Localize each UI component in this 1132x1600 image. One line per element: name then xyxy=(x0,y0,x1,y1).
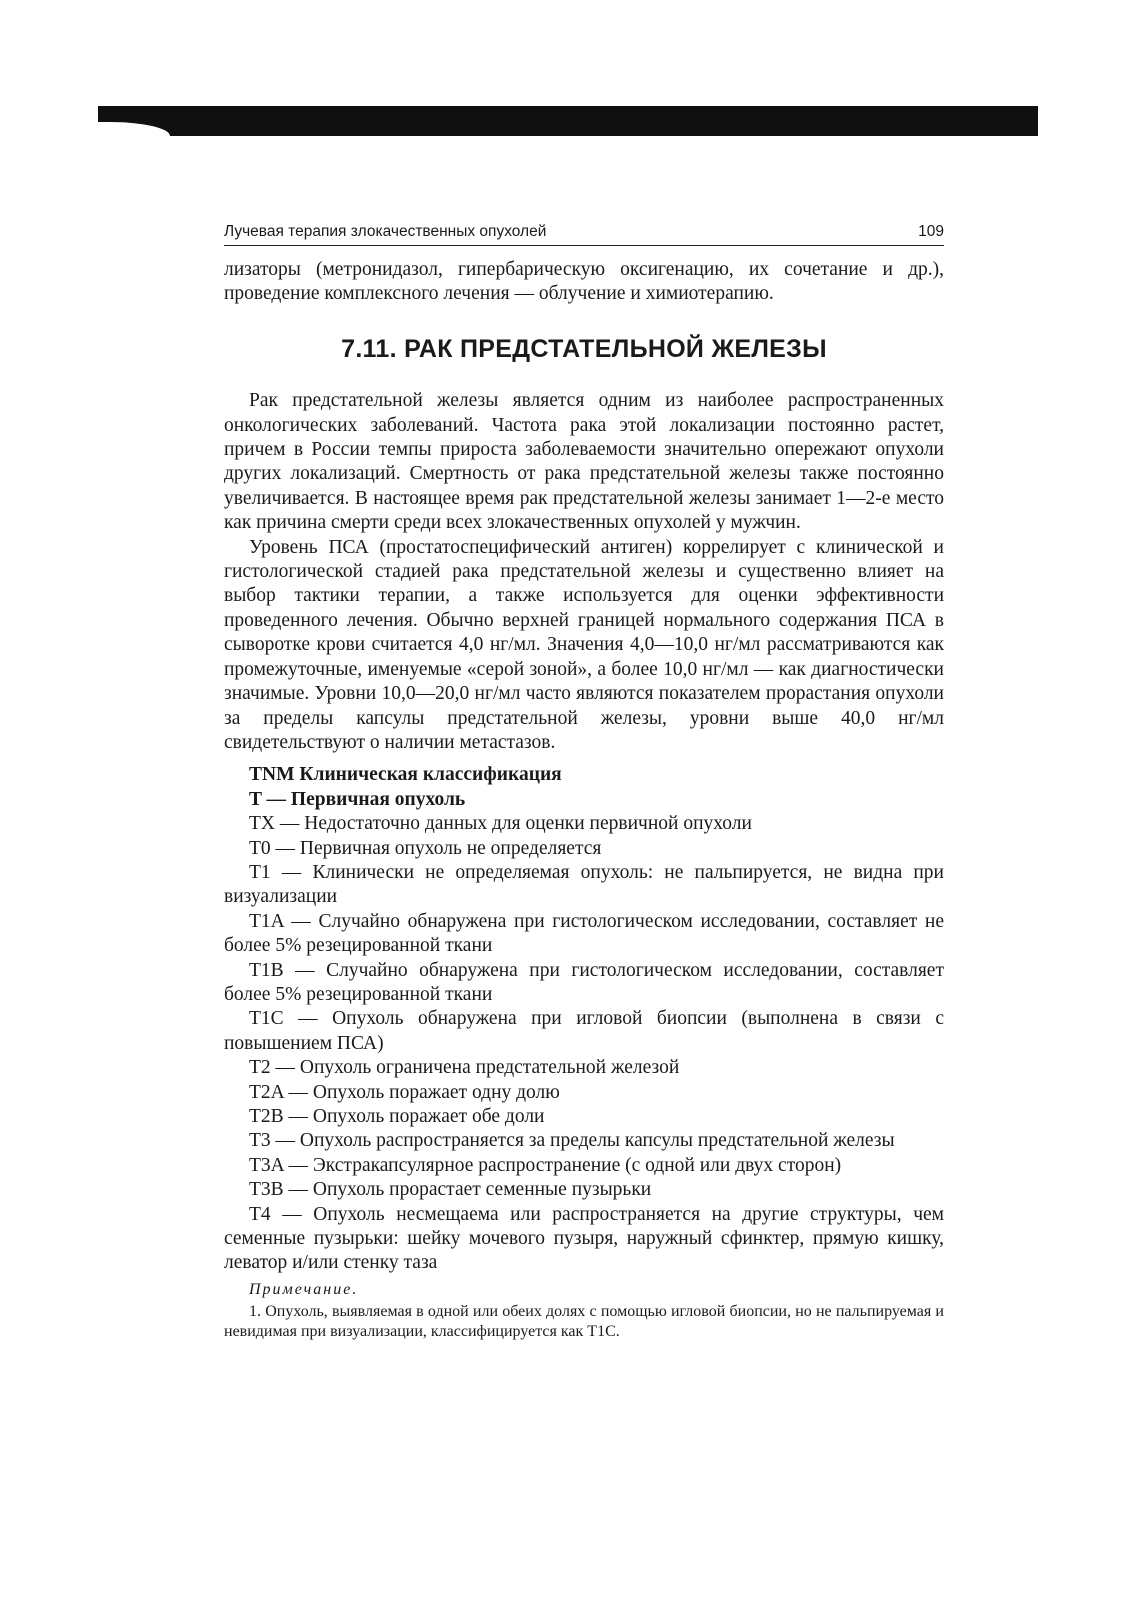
classification-list xyxy=(224,812,944,1276)
classification-title: TNM Клиническая классификация xyxy=(249,764,562,786)
note-title: Примечание. xyxy=(249,1280,359,1298)
lead-paragraph: лизаторы (метронидазол, гипербарическую оксигенацию, их сочетание и др.), проведение комплексного лечения — облучение и химиотерапию. xyxy=(224,259,944,305)
body-paragraph-2: Уровень ПСА (простатоспецифический антиген) коррелирует с клинической и гистологической стадией рака предстательной железы и существенно влияет на выбор тактики терапии, а также используется для оценки эффективности проведенного лечения. Обычно верхней границей нормального содержания ПСА в сыворотке крови считается 4,0 нг/мл. Значения 4,0—10,0 нг/мл рассматриваются как промежуточные, именуемые «серой зоной», а более 10,0 нг/мл — как диагностически значимые. Уровни 10,0—20,0 нг/мл часто являются показателем прорастания опухоли за пределы капсулы предстательной железы, уровни выше 40,0 нг/мл свидетельствуют о наличии метастазов. xyxy=(224,536,944,753)
page-content xyxy=(224,258,944,1342)
page-number: 109 xyxy=(918,223,944,240)
page-top-bar xyxy=(98,106,1038,136)
classification-item: T2 — Опухоль ограничена предстательной железой xyxy=(249,1057,680,1079)
classification-item: T1A — Случайно обнаружена при гистологическом исследовании, составляет не более 5% резецированной ткани xyxy=(224,910,944,957)
classification-item: T2A — Опухоль поражает одну долю xyxy=(249,1081,560,1103)
classification-item: T1 — Клинически не определяемая опухоль: не пальпируется, не видна при визуализации xyxy=(224,861,944,908)
classification-item: T2B — Опухоль поражает обе доли xyxy=(249,1106,545,1127)
classification-item: T3B — Опухоль прорастает семенные пузырьки xyxy=(249,1179,652,1201)
classification-item: T1B — Случайно обнаружена при гистологическом исследовании, составляет более 5% резецированной ткани xyxy=(224,959,944,1005)
classification-item: T4 — Опухоль несмещаема или распространяется на другие структуры, чем семенные пузырьки: шейку мочевого пузыря, наружный сфинктер, прямую кишку, леватор и/или стенку таза xyxy=(224,1203,944,1274)
classification-item: T3A — Экстракапсулярное распространение (с одной или двух сторон) xyxy=(249,1154,842,1176)
running-head-title: Лучевая терапия злокачественных опухолей xyxy=(224,223,547,240)
classification-item: T0 — Первичная опухоль не определяется xyxy=(249,837,602,859)
classification-item: T3 — Опухоль распространяется за пределы капсулы предстательной железы xyxy=(249,1130,895,1152)
running-head xyxy=(224,221,944,246)
classification-subtitle: T — Первичная опухоль xyxy=(249,788,466,810)
body-paragraph-1: Рак предстательной железы является одним из наиболее распространенных онкологических заболеваний. Частота рака этой локализации постоянно растет, причем в России темпы прироста заболеваемости значительно опережают опухоли других локализаций. Смертность от рака предстательной железы также постоянно увеличивается. В настоящее время рак предстательной железы занимает 1—2-е место как причина смерти среди всех злокачественных опухолей у мужчин. xyxy=(224,390,944,534)
note-text: 1. Опухоль, выявляемая в одной или обеих долях с помощью игловой биопсии, но не пальпируемая и невидимая при визуализации, классифицируется как T1C. xyxy=(224,1303,944,1341)
classification-item: T1C — Опухоль обнаружена при игловой биопсии (выполнена в связи с повышением ПСА) xyxy=(224,1008,944,1054)
classification-item: TX — Недостаточно данных для оценки первичной опухоли xyxy=(249,813,752,835)
section-heading: 7.11. РАК ПРЕДСТАТЕЛЬНОЙ ЖЕЛЕЗЫ xyxy=(341,334,827,363)
